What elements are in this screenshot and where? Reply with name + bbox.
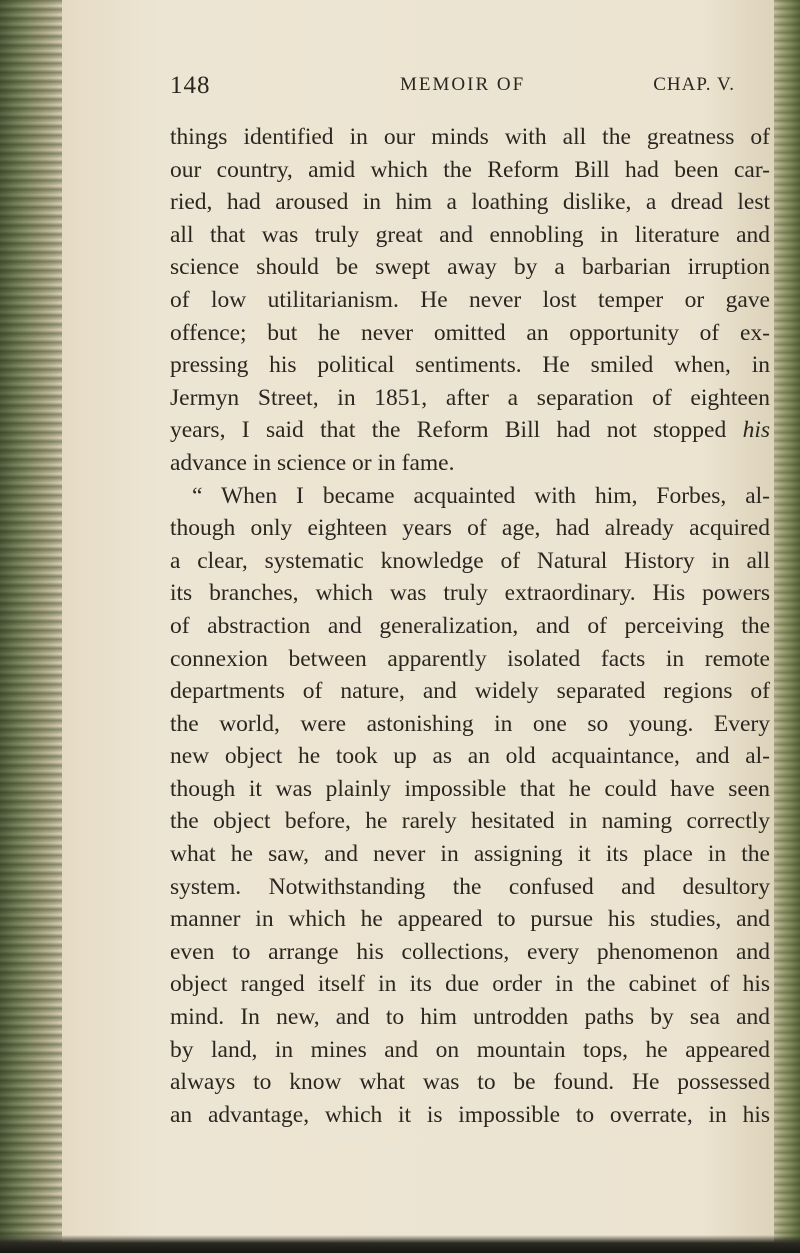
text-line: a clear, systematic knowledge of Natural History in all	[170, 547, 770, 574]
text-line: though it was plainly impossible that he could have seen	[170, 775, 770, 802]
text-line: the world, were astonishing in one so young. Every	[170, 710, 770, 737]
text-line: pressing his political sentiments. He smiled when, in	[170, 352, 770, 379]
text-line: things identified in our minds with all the greatness of	[170, 124, 770, 150]
page-number: 148	[170, 72, 211, 99]
text-line: offence; but he never omitted an opportunity of ex-	[170, 319, 770, 346]
text-line: our country, amid which the Reform Bill had been car-	[170, 156, 770, 183]
paragraph-start-line: “ When I became acquainted with him, Forbes, al-	[192, 482, 770, 509]
text-line: new object he took up as an old acquaintance, and al-	[170, 743, 770, 770]
text-line-with-italic	[170, 414, 770, 447]
text-line: ried, had aroused in him a loathing dislike, a dread lest	[170, 189, 770, 216]
text-line: advance in science or in fame.	[170, 449, 455, 476]
text-line: an advantage, which it is impossible to overrate, in his	[170, 1101, 770, 1128]
running-head: MEMOIR OF	[400, 74, 526, 95]
text-line: by land, in mines and on mountain tops, he appeared	[170, 1036, 770, 1063]
page-gutter-left	[0, 0, 62, 1253]
text-line: what he saw, and never in assigning it its place in the	[170, 841, 770, 868]
text-line: though only eighteen years of age, had already acquired	[170, 515, 770, 542]
text-line: of abstraction and generalization, and of perceiving the	[170, 612, 770, 639]
page-edge-right	[774, 0, 800, 1253]
chapter-label: CHAP. V.	[653, 74, 735, 95]
body-text	[170, 121, 770, 1131]
text-line: its branches, which was truly extraordinary. His powers	[170, 580, 770, 607]
text-line: mind. In new, and to him untrodden paths by sea and	[170, 1004, 770, 1031]
text-line: departments of nature, and widely separated regions of	[170, 678, 770, 705]
text-line-segment: years, I said that the Reform Bill had not stopped	[170, 417, 727, 444]
text-line: Jermyn Street, in 1851, after a separation of eighteen	[170, 384, 770, 411]
page-edge-bottom	[0, 1235, 800, 1253]
text-line: object ranged itself in its due order in the cabinet of his	[170, 971, 770, 998]
text-line: all that was truly great and ennobling in literature and	[170, 221, 770, 248]
text-line: connexion between apparently isolated facts in remote	[170, 645, 770, 672]
page-header	[170, 72, 770, 104]
text-line: science should be swept away by a barbarian irruption	[170, 254, 770, 281]
text-line: always to know what was to be found. He possessed	[170, 1069, 770, 1096]
text-line: even to arrange his collections, every phenomenon and	[170, 938, 770, 965]
text-line: manner in which he appeared to pursue his studies, and	[170, 906, 770, 933]
italic-word: his	[742, 417, 771, 444]
text-line: the object before, he rarely hesitated in naming correctly	[170, 808, 770, 835]
text-line: system. Notwithstanding the confused and desultory	[170, 873, 770, 900]
text-line: of low utilitarianism. He never lost temper or gave	[170, 286, 770, 313]
